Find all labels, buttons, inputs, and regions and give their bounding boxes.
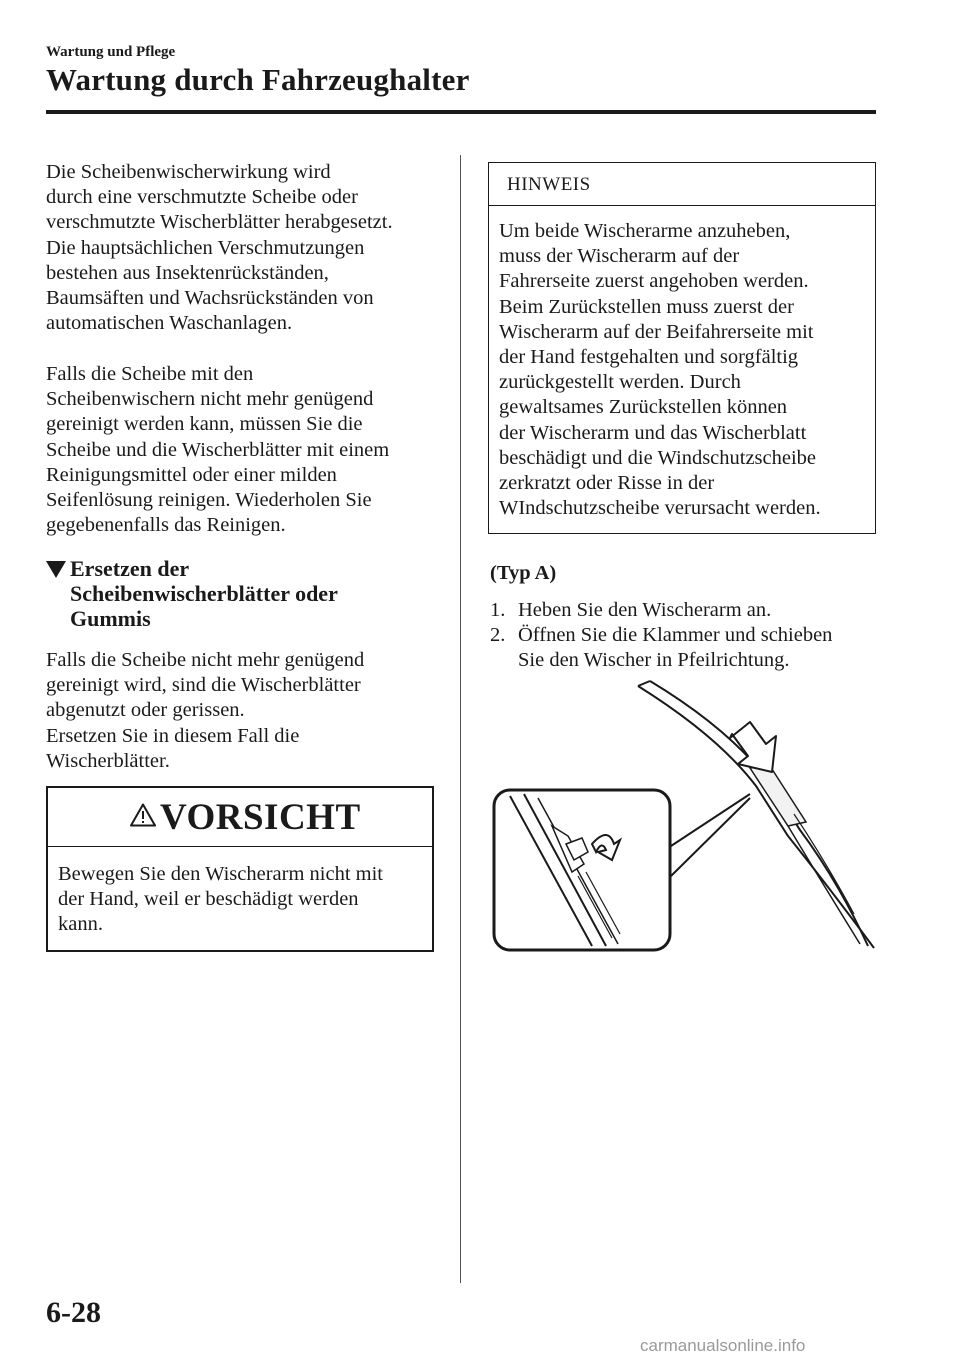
triangle-down-icon	[46, 561, 66, 578]
section-label: Wartung und Pflege	[46, 44, 176, 60]
cleaning-paragraph: Falls die Scheibe mit den Scheibenwischern nicht mehr genügend gereinigt werden kann, müssen Sie die Scheibe und die Wischerblätter mit einem Reinigungsmittel oder einer milden Seifenlösung reinigen. Wiederholen Sie gegebenenfalls das Reinigen.	[46, 363, 390, 537]
caution-divider	[48, 846, 432, 847]
step-list	[490, 598, 880, 674]
step-item: 1. Heben Sie den Wischerarm an.	[490, 599, 772, 621]
replace-paragraph: Falls die Scheibe nicht mehr genügend gereinigt wird, sind die Wischerblätter abgenutzt oder gerissen. Ersetzen Sie in diesem Fall die Wischerblätter.	[46, 649, 365, 772]
note-title: HINWEIS	[507, 174, 591, 195]
note-text: Um beide Wischerarme anzuheben, muss der Wischerarm auf der Fahrerseite zuerst angehoben werden. Beim Zurückstellen muss zuerst der Wischerarm auf der Beifahrerseite mit der Hand festgehalten und sorgfältig zurückgestellt werden. Durch gewaltsames Zurückstellen können der Wischerarm und das Wischerblatt beschädigt und die Windschutzscheibe zerkratzt oder Risse in der WIndschutzscheibe verursacht werden.	[499, 220, 821, 520]
step-item: 2. Öffnen Sie die Klammer und schieben Sie den Wischer in Pfeilrichtung.	[490, 624, 833, 672]
note-box	[488, 162, 876, 534]
caution-title: VORSICHT	[160, 797, 361, 838]
note-divider	[489, 205, 875, 206]
caution-header	[48, 788, 432, 846]
page-number: 6-28	[46, 1296, 101, 1329]
intro-paragraph: Die Scheibenwischerwirkung wird durch eine verschmutzte Scheibe oder verschmutzte Wischerblätter herabgesetzt. Die hauptsächlichen Verschmutzungen bestehen aus Insektenrückständen, Baumsäften und Wachsrückständen von automatischen Waschanlagen.	[46, 161, 393, 335]
caution-box	[46, 786, 434, 952]
warning-triangle-icon	[130, 803, 156, 827]
caution-text: Bewegen Sie den Wischerarm nicht mit der Hand, weil er beschädigt werden kann.	[58, 863, 383, 936]
column-divider	[460, 155, 461, 1283]
wiper-illustration	[488, 676, 878, 956]
page-title: Wartung durch Fahrzeughalter	[46, 62, 470, 97]
title-rule	[46, 110, 876, 114]
watermark: carmanualsonline.info	[640, 1336, 806, 1355]
type-label: (Typ A)	[490, 562, 557, 584]
